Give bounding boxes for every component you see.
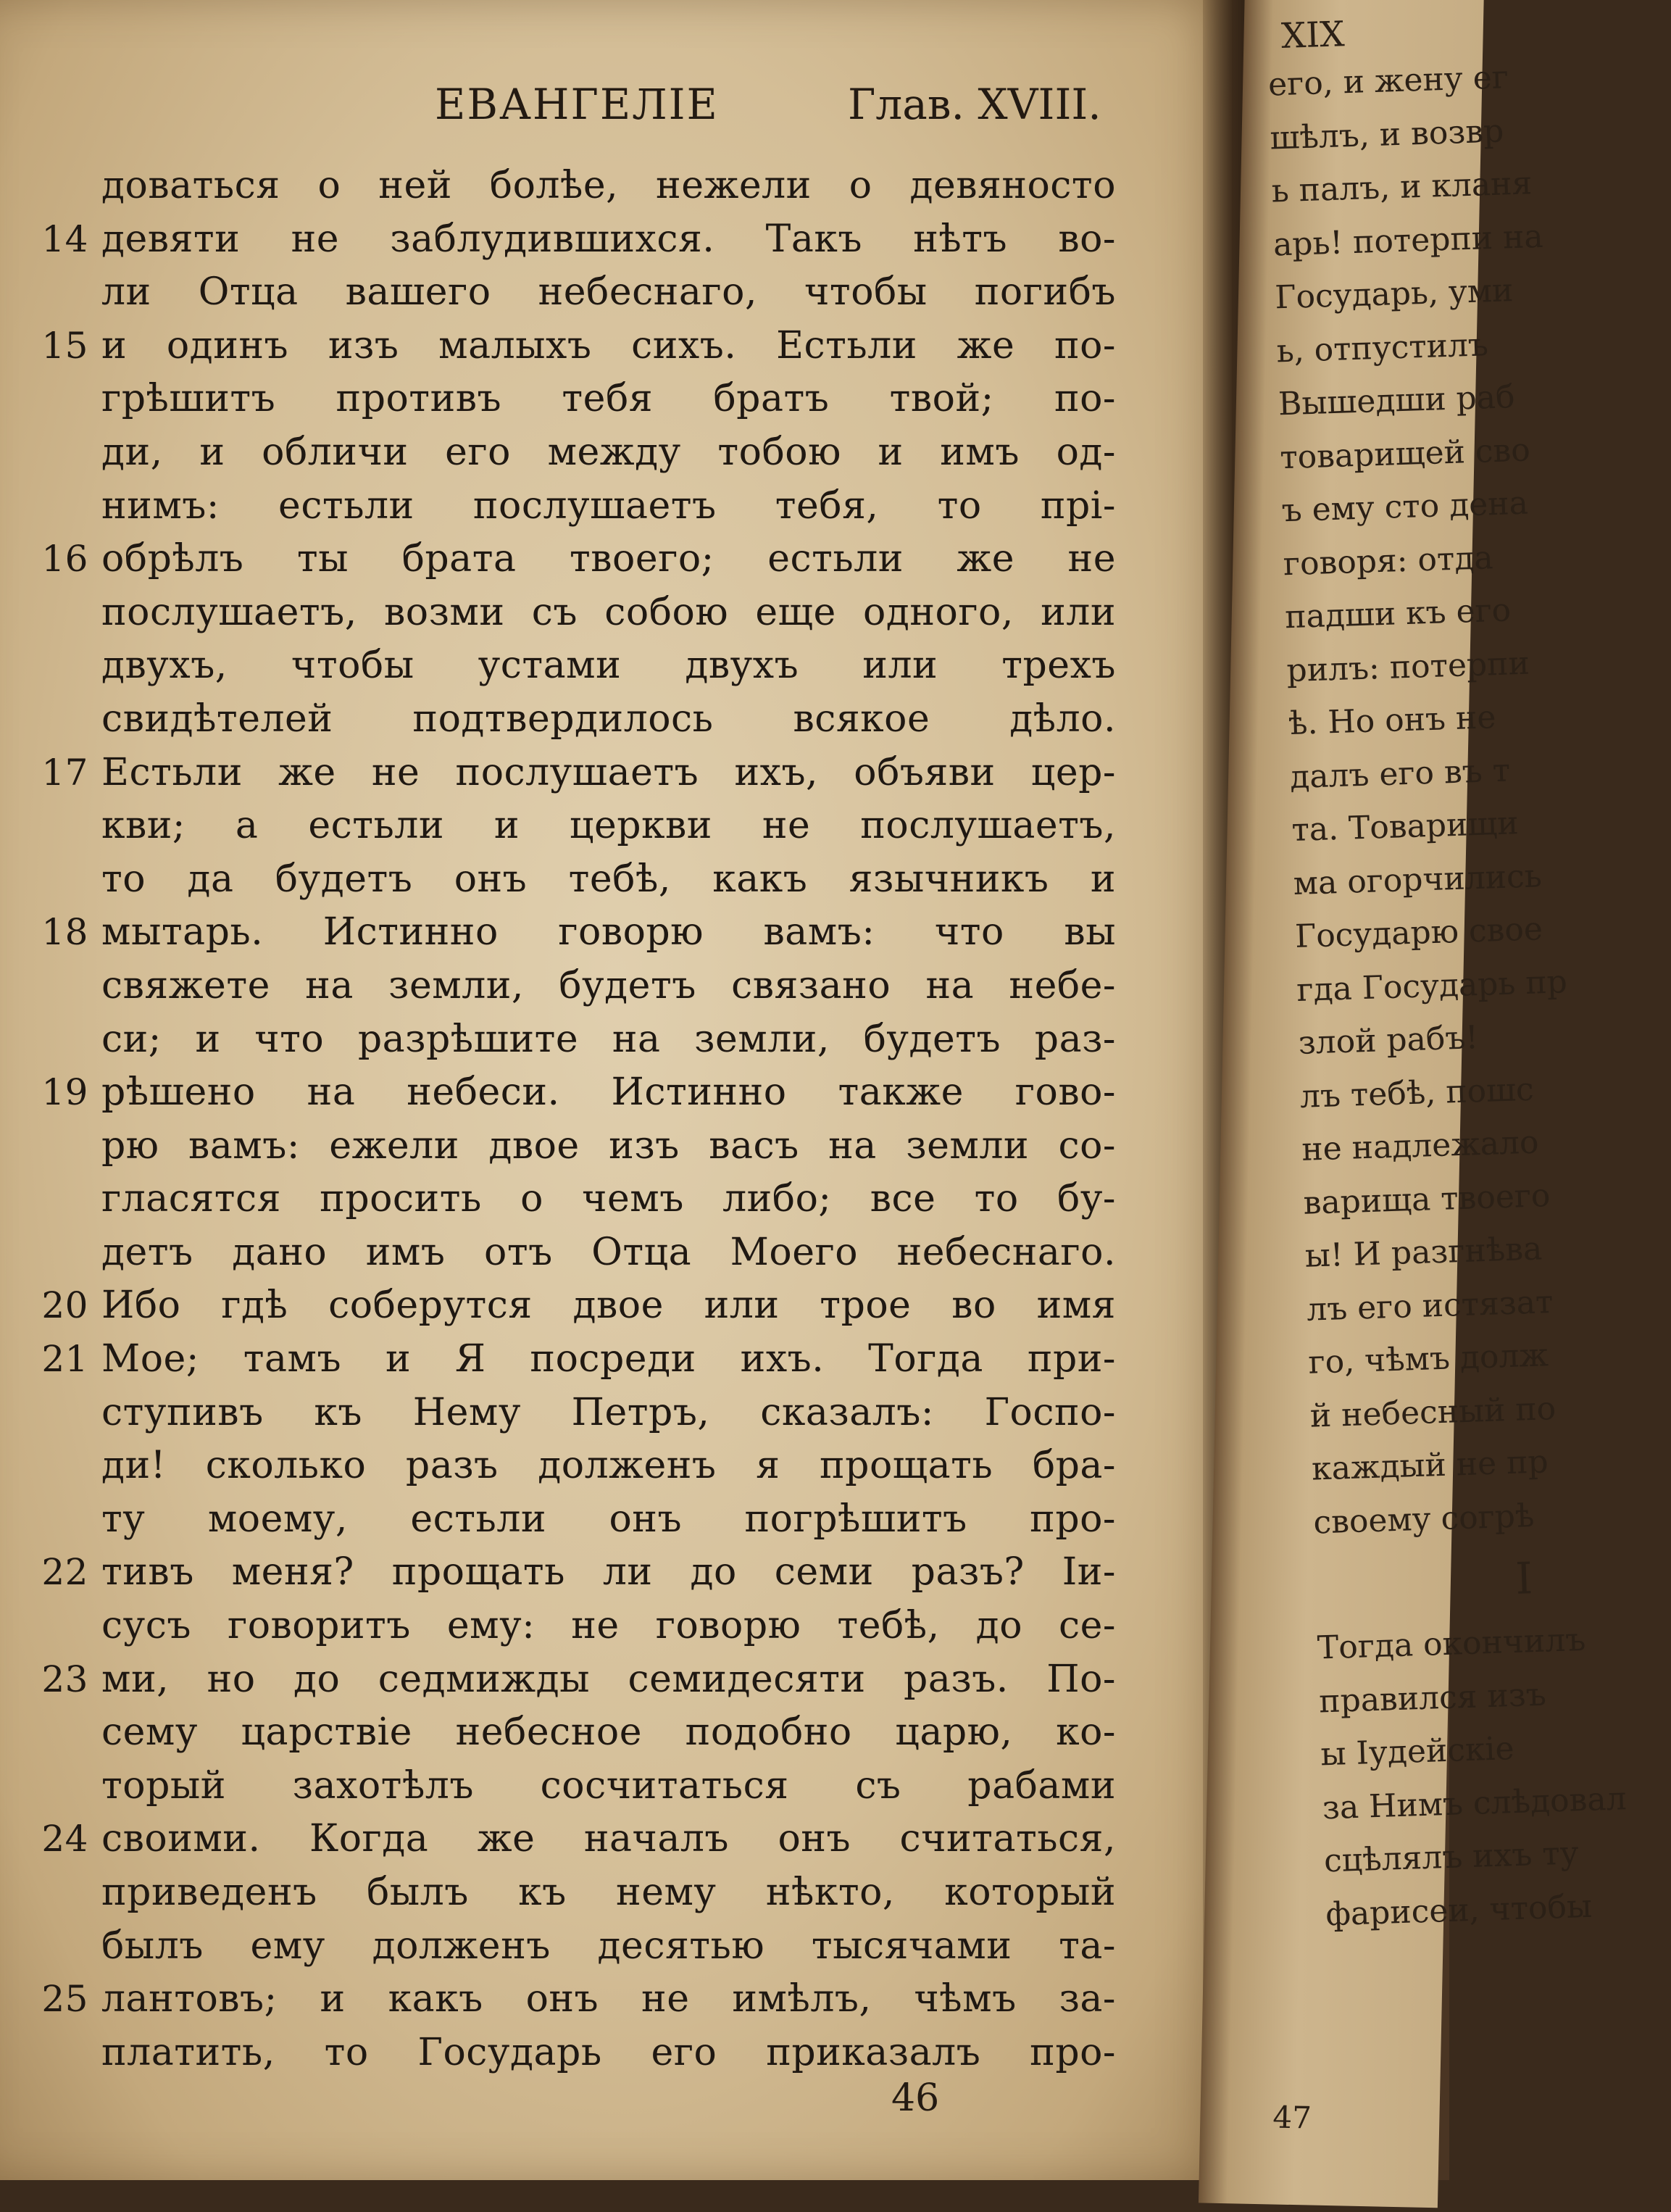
line-text: двухъ, чтобы устами двухъ или трехъ	[101, 644, 1116, 688]
facing-page-line: товарищей сво	[1279, 431, 1531, 476]
right-page	[1199, 0, 1628, 2208]
facing-page-line: лъ его истязат	[1306, 1283, 1554, 1329]
facing-page-line: ма огорчились	[1293, 857, 1543, 902]
text-line	[101, 1173, 1116, 1226]
line-text: свяжете на земли, будетъ связано на небе-	[101, 963, 1116, 1007]
text-line	[101, 1866, 1116, 1920]
facing-page-chapter-gap	[1314, 1542, 1534, 1621]
text-line	[101, 853, 1116, 907]
text-line	[41, 533, 1116, 586]
line-text: и одинъ изъ малыхъ сихъ. Естьли же по-	[101, 323, 1116, 367]
text-line	[101, 1226, 1116, 1280]
text-line	[101, 1120, 1116, 1173]
line-text: обрѣлъ ты брата твоего; естьли же не	[101, 537, 1116, 581]
facing-page-line: та. Товарищи	[1291, 804, 1520, 849]
line-text: ди, и обличи его между тобою и имъ од-	[101, 430, 1116, 474]
line-text: ми, но до седмижды семидесяти разъ. По-	[101, 1657, 1116, 1701]
text-line	[101, 1920, 1116, 1974]
facing-page-line: ѣ. Но онъ не	[1288, 699, 1497, 743]
text-line	[41, 1333, 1116, 1386]
verse-number: 25	[41, 1978, 88, 2021]
facing-page-line: Вышедши раб	[1278, 378, 1516, 423]
text-line	[41, 1279, 1116, 1333]
text-block	[41, 159, 1116, 2079]
text-line	[101, 586, 1116, 640]
text-line	[101, 1706, 1116, 1760]
facing-page-line: говоря: отда	[1283, 539, 1494, 583]
facing-page-line: фарисеи, чтобы	[1325, 1887, 1593, 1933]
text-line	[41, 320, 1116, 373]
text-line	[101, 693, 1116, 747]
line-text: ли Отца вашего небеснаго, чтобы погибъ	[101, 270, 1116, 315]
facing-page-line: й небесный по	[1309, 1389, 1557, 1435]
facing-page-line: арь! потерпи на	[1272, 217, 1544, 263]
facing-page-line: сцѣлялъ ихъ ту	[1323, 1834, 1580, 1880]
line-text: доваться о ней болѣе, нежели о девяносто	[101, 164, 1116, 207]
verse-number: 17	[41, 751, 88, 794]
line-text: рѣшено на небеси. Истинно также гово-	[101, 1070, 1116, 1115]
page-number: 46	[891, 2076, 940, 2120]
line-text: ди! сколько разъ долженъ я прощать бра-	[101, 1444, 1116, 1488]
text-line	[41, 1066, 1116, 1120]
line-text: детъ дано имъ отъ Отца Моего небеснаго.	[101, 1230, 1116, 1274]
line-text: си; и что разрѣшите на земли, будетъ раз-	[101, 1017, 1116, 1061]
facing-page-line: не надлежало	[1301, 1123, 1540, 1168]
line-text: Мое; тамъ и Я посреди ихъ. Тогда при-	[101, 1337, 1116, 1381]
line-text: то да будетъ онъ тебѣ, какъ язычникъ и	[101, 857, 1116, 901]
line-text: девяти не заблудившихся. Такъ нѣтъ во-	[101, 217, 1116, 261]
facing-page-head: XIX	[1280, 14, 1346, 57]
line-text: лантовъ; и какъ онъ не имѣлъ, чѣмъ за-	[101, 1977, 1116, 2021]
text-line	[101, 799, 1116, 853]
line-text: приведенъ былъ къ нему нѣкто, который	[101, 1871, 1116, 1914]
verse-number: 20	[41, 1284, 88, 1327]
line-text: Естьли же не послушаетъ ихъ, объяви цер-	[101, 750, 1116, 794]
facing-page-line: далъ его въ т	[1289, 752, 1511, 796]
line-text: мытарь. Истинно говорю вамъ: что вы	[101, 910, 1116, 955]
facing-page-line: ы! И разгнѣва	[1304, 1230, 1543, 1275]
text-line	[101, 1439, 1116, 1493]
text-line	[41, 1546, 1116, 1600]
facing-page-line: Государь, уми	[1274, 272, 1514, 317]
text-line	[101, 960, 1116, 1013]
line-text: сусъ говоритъ ему: не говорю тебѣ, до се-	[101, 1604, 1116, 1648]
facing-page-line: падши къ его	[1284, 591, 1512, 636]
facing-page-line: ъ ему сто дена	[1280, 484, 1529, 530]
text-line	[101, 1013, 1116, 1067]
line-text: тивъ меня? прощать ли до семи разъ? Іи-	[101, 1550, 1116, 1594]
line-text: сему царствіе небесное подобно царю, ко-	[101, 1710, 1116, 1755]
text-line	[101, 1386, 1116, 1440]
text-line	[41, 747, 1116, 800]
facing-page-text	[1266, 8, 1628, 1941]
line-text: гласятся просить о чемъ либо; все то бу-	[101, 1177, 1116, 1221]
facing-page-line: злой рабъ!	[1297, 1019, 1479, 1062]
verse-number: 22	[41, 1551, 88, 1594]
running-head-title: ЕВАНГЕЛIЕ	[435, 80, 719, 129]
verse-number: 15	[41, 324, 88, 367]
facing-page-line: Государю свое	[1294, 910, 1543, 955]
line-text: ступивъ къ Нему Петръ, сказалъ: Госпо-	[101, 1390, 1116, 1434]
text-line	[101, 2026, 1116, 2080]
line-text: Ибо гдѣ соберутся двое или трое во имя	[101, 1284, 1116, 1328]
text-line	[41, 1813, 1116, 1866]
text-line	[41, 906, 1116, 960]
facing-page-line: варища твоего	[1302, 1176, 1551, 1222]
line-text: послушаетъ, возми съ собою еще одного, или	[101, 590, 1116, 634]
facing-page-line: Тогда окончилъ	[1317, 1621, 1586, 1667]
verse-number: 16	[41, 538, 88, 581]
running-head-chapter: Глав. XVIII.	[848, 80, 1101, 129]
facing-page-line: ь, отпустилъ	[1275, 325, 1489, 370]
line-text: свидѣтелей подтвердилось всякое дѣло.	[101, 697, 1116, 741]
line-text: нимъ: естьли послушаетъ тебя, то прі-	[101, 483, 1116, 528]
text-line	[101, 266, 1116, 320]
line-text: былъ ему долженъ десятью тысячами та-	[101, 1924, 1116, 1968]
facing-page-number: 47	[1272, 2099, 1312, 2136]
verse-number: 24	[41, 1818, 88, 1860]
facing-page-line: рилъ: потерпи	[1285, 644, 1530, 689]
verse-number: 14	[41, 217, 88, 260]
facing-page-line: каждый не пр	[1311, 1443, 1549, 1488]
text-line	[101, 1600, 1116, 1653]
facing-page-line: го, чѣмъ долж	[1307, 1336, 1549, 1381]
facing-page-line: гда Государь пр	[1296, 962, 1568, 1009]
line-text: кви; а естьли и церкви не послушаетъ,	[101, 804, 1116, 848]
facing-page-chapter-mark: I	[1514, 1553, 1534, 1605]
verse-number: 21	[41, 1338, 88, 1381]
text-line	[101, 373, 1116, 426]
text-line	[41, 1973, 1116, 2026]
text-line	[41, 1653, 1116, 1707]
facing-page-line: ы Іудейскіе	[1320, 1730, 1515, 1774]
text-line	[101, 639, 1116, 693]
line-text: грѣшитъ противъ тебя братъ твой; по-	[101, 377, 1116, 421]
text-line	[101, 1493, 1116, 1547]
text-line	[101, 159, 1116, 213]
facing-page-line: шѣлъ, и возвр	[1269, 112, 1505, 157]
facing-page-line: лъ тебѣ, пошс	[1299, 1070, 1535, 1115]
verse-number: 23	[41, 1658, 88, 1700]
verse-number: 18	[41, 911, 88, 954]
line-text: платить, то Государь его приказалъ про-	[101, 2030, 1116, 2074]
text-line	[41, 213, 1116, 267]
facing-page-line: его, и жену ег	[1267, 59, 1509, 104]
running-head	[109, 80, 1123, 138]
facing-page-line: за Нимъ слѣдовал	[1322, 1779, 1628, 1826]
facing-page-line: ь палъ, и кланя	[1271, 165, 1533, 210]
text-line	[101, 480, 1116, 533]
line-text: торый захотѣлъ сосчитаться съ рабами	[101, 1763, 1116, 1808]
line-text: своими. Когда же началъ онъ считаться,	[101, 1817, 1116, 1861]
line-text: ту моему, естьли онъ погрѣшитъ про-	[101, 1497, 1116, 1541]
text-line	[101, 1760, 1116, 1813]
facing-page-line: правился изъ	[1318, 1676, 1547, 1720]
line-text: рю вамъ: ежели двое изъ васъ на земли со-	[101, 1123, 1116, 1168]
facing-page-line: своему согрѣ	[1312, 1497, 1535, 1542]
text-line	[101, 426, 1116, 480]
verse-number: 19	[41, 1071, 88, 1114]
